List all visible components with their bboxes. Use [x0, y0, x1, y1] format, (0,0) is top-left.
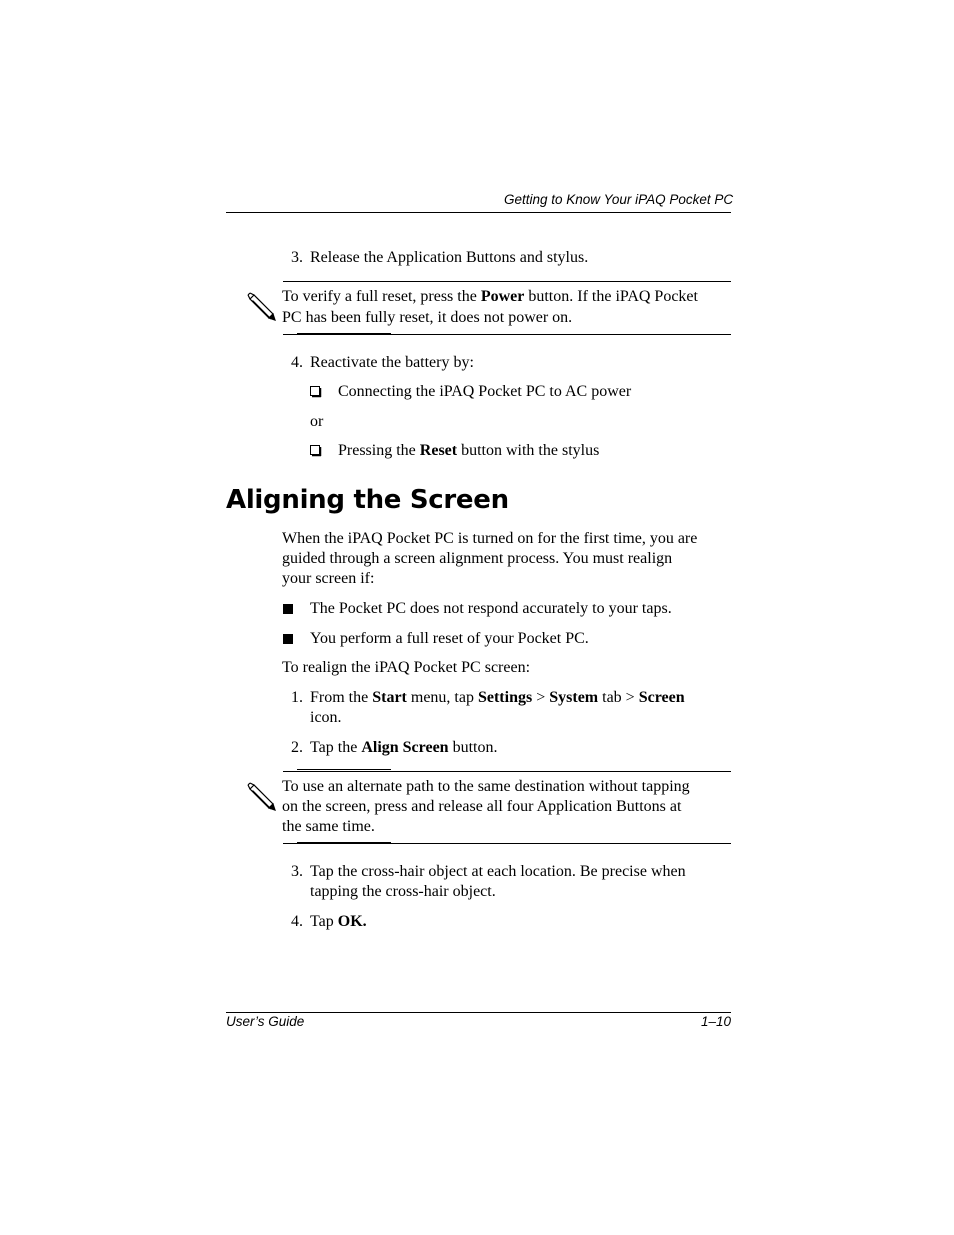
align-step-4-text [310, 912, 367, 932]
footer-left: User’s Guide [226, 1014, 305, 1029]
note-2-top-rule [283, 771, 731, 772]
step-2-b: button. [448, 739, 498, 756]
square-bullet [283, 634, 293, 644]
footer-rule [226, 1012, 731, 1013]
step-1-d: tab > [598, 689, 639, 706]
note-2-line-1: To use an alternate path to the same destination without tapping [282, 778, 690, 795]
align-step-2-number: 2. [291, 739, 303, 756]
pencil-icon [246, 781, 276, 811]
note-2-top-accent [297, 769, 391, 770]
settings-label: Settings [477, 689, 533, 706]
step-1-b: menu, tap [406, 689, 478, 706]
start-label: Start [372, 689, 407, 706]
step-2-a: Tap the [310, 739, 362, 756]
step-4-a: Tap [310, 913, 338, 930]
step-1-a: From the [310, 689, 373, 706]
align-step-3-number: 3. [291, 863, 303, 880]
system-label: System [549, 689, 599, 706]
note-2-bottom-rule [283, 843, 731, 844]
screen-label: Screen [638, 689, 685, 706]
align-step-1-line-1 [310, 688, 685, 708]
hollow-box-bullet [310, 386, 322, 398]
reset-step-3-text: Release the Application Buttons and stylus. [310, 249, 589, 266]
reset-or: or [310, 413, 324, 430]
align-step-1-number: 1. [291, 689, 303, 706]
reset-step-4-number: 4. [291, 354, 303, 371]
note-1-text-a: To verify a full reset, press the [282, 288, 481, 305]
intro-line-1: When the iPAQ Pocket PC is turned on for the first time, you are [282, 530, 698, 547]
reset-option-2-b: button with the stylus [457, 442, 600, 459]
intro-line-2: guided through a screen alignment process. You must realign [282, 550, 673, 567]
align-step-4-number: 4. [291, 913, 303, 930]
align-screen-label: Align Screen [361, 739, 449, 756]
note-2-line-3: the same time. [282, 818, 375, 835]
note-2-line-2: on the screen, press and release all four Application Buttons at [282, 798, 682, 815]
bullet-2: You perform a full reset of your Pocket PC. [310, 630, 589, 647]
section-heading: Aligning the Screen [226, 485, 509, 515]
reset-option-2-a: Pressing the [338, 442, 420, 459]
square-bullet [283, 604, 293, 614]
running-header: Getting to Know Your iPAQ Pocket PC [504, 192, 734, 207]
reset-step-3-number: 3. [291, 249, 303, 266]
ok-label: OK. [337, 913, 367, 930]
reset-label: Reset [419, 442, 458, 459]
note-1-bottom-accent [297, 333, 391, 334]
note-1-bottom-rule [283, 334, 731, 335]
intro-line-3: your screen if: [282, 570, 375, 587]
bullet-1: The Pocket PC does not respond accurately to your taps. [310, 600, 672, 617]
note-1-line-2: PC has been fully reset, it does not power on. [282, 309, 573, 326]
step-1-c: > [532, 689, 550, 706]
note-1-top-rule [283, 281, 731, 282]
page-number: 1–10 [700, 1014, 731, 1029]
hollow-box-bullet [310, 445, 322, 457]
reset-option-1: Connecting the iPAQ Pocket PC to AC power [338, 383, 632, 400]
header-rule [226, 212, 731, 213]
realign-lead: To realign the iPAQ Pocket PC screen: [282, 659, 531, 676]
power-label: Power [480, 288, 525, 305]
reset-option-2 [338, 441, 599, 461]
note-2-bottom-accent [297, 842, 391, 843]
align-step-3-line-2: tapping the cross-hair object. [310, 883, 496, 900]
align-step-2-text [310, 738, 497, 758]
note-1-line-1 [282, 287, 698, 307]
align-step-1-line-2: icon. [310, 709, 342, 726]
align-step-3-line-1: Tap the cross-hair object at each location. Be precise when [310, 863, 686, 880]
pencil-icon [246, 291, 276, 321]
note-1-text-b: button. If the iPAQ Pocket [524, 288, 698, 305]
reset-step-4-text: Reactivate the battery by: [310, 354, 474, 371]
